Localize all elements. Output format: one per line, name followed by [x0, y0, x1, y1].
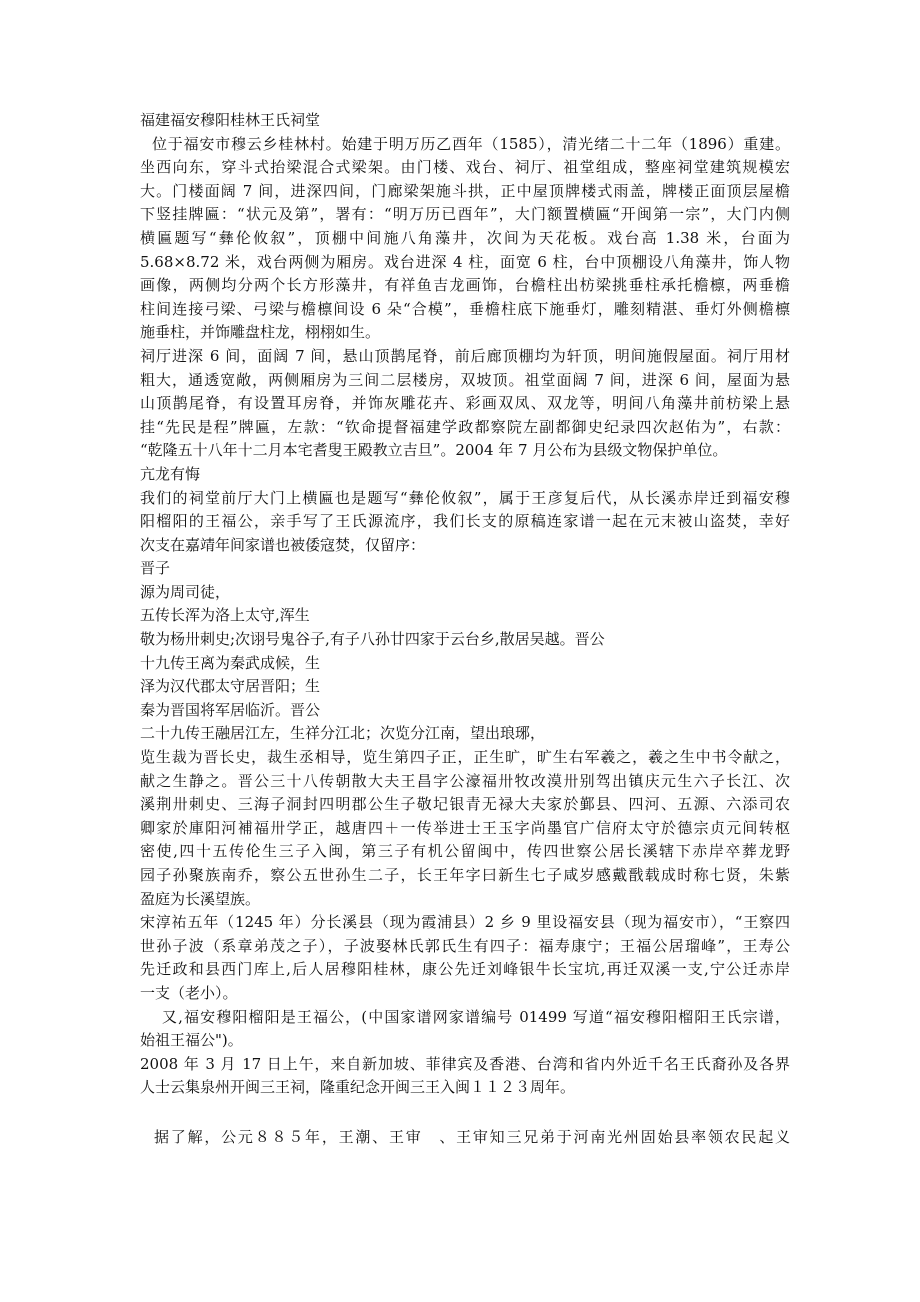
text-line: 卿家於庫阳河補福卅学正，越唐四＋一传举进士王玉字尚墨官广信府太守於德宗贞元间转枢	[140, 818, 790, 837]
text-line: 据了解，公元８８５年，王潮、王审 、王审知三兄弟于河南光州固始县率领农民起义	[154, 1127, 790, 1146]
genealogy-line: 五传长浑为洛上太守,浑生	[140, 606, 310, 625]
text-line: 一支（老小）。	[140, 983, 238, 1002]
text-line: 画像，两侧均分两个长方形藻井，有祥鱼吉龙画饰，台檐柱出枋梁挑垂柱承托檐檩，两垂檐	[140, 276, 790, 295]
text-line: 山顶鹊尾脊，有设置耳房脊，并饰灰雕花卉、彩画双凤、双龙等，明间八角藻井前枋梁上悬	[140, 394, 790, 413]
author-name: 亢龙有悔	[140, 464, 201, 483]
text-line: 献之生静之。晋公三十八传朝散大夫王昌字公濠福卅牧改漠卅别驾出镇庆元生六子长江、次	[140, 771, 790, 790]
text-line: 览生裁为晋长史，裁生丞相导，览生第四子正，正生旷，旷生右军羲之，羲之生中书令献之，	[140, 748, 790, 767]
text-line: 施垂柱，并饰雕盘柱龙，栩栩如生。	[140, 323, 381, 342]
text-line: 盈庭为长溪望族。	[140, 889, 261, 908]
genealogy-list	[140, 557, 790, 746]
text-line: 粗大，通透宽敞，两侧厢房为三间二层楼房，双坡顶。祖堂面阔 7 间，进深 6 间，屋面为悬	[140, 370, 790, 389]
paragraph-gap	[140, 1100, 790, 1126]
text-line: 阳榴阳的王福公，亲手写了王氏源流序，我们长支的原稿连家谱一起在元末被山盗焚，幸好	[140, 512, 790, 531]
paragraph-song-dynasty	[140, 911, 790, 1005]
text-line: 我们的祠堂前厅大门上横匾也是题写“彝伦攸叙”，属于王彦复后代，从长溪赤岸迁到福安穆	[140, 488, 790, 507]
text-line: 横匾题写“彝伦攸叙”，顶棚中间施八角藻井，次间为天花板。戏台高 1.38 米，台面为	[140, 228, 790, 247]
text-line: 先迁政和县西门库上,后人居穆阳桂林，康公先迁刘峰银牛长宝坑,再迁双溪一支,宁公迁赤岸	[140, 960, 790, 979]
text-line: “乾隆五十八年十二月本宅耆叟王殿教立吉旦”。2004 年 7 月公布为县级文物保护单位。	[140, 441, 728, 460]
text-line: 溪荆卅刺史、三海子洞封四明郡公生子敬圮银青无禄大夫家於鄞县、四河、五源、六添司农	[140, 795, 790, 814]
text-line: 祠厅进深 6 间，面阔 7 间，悬山顶鹊尾脊，前后廊顶棚均为轩顶，明间施假屋面。祠厅用材	[140, 346, 790, 365]
text-line: 始祖王福公")。	[140, 1031, 243, 1050]
text-line: 世孙子波（系章弟茂之子），子波娶林氏郭氏生有四子：福寿康宁；王福公居瑠峰”，王寿公	[140, 936, 790, 955]
paragraph-intro	[140, 133, 790, 345]
genealogy-line: 二十九传王融居江左，生祥分江北；次览分江南，望出琅琊，	[140, 724, 546, 743]
genealogy-line: 晋子	[140, 559, 171, 578]
text-line: 园子孙聚族南乔，察公五世孙生二子，长王年字曰新生七子咸岁感戴戬载成时称七贤，朱紫	[140, 866, 790, 884]
text-line: 坐西向东，穿斗式抬梁混合式梁架。由门楼、戏台、祠厅、祖堂组成，整座祠堂建筑规模宏	[140, 158, 790, 177]
text-line: 宋淳祐五年（1245 年）分长溪县（现为霞浦县）2 乡 9 里设福安县（现为福安市），“王察四	[140, 913, 790, 932]
paragraph-history	[140, 1126, 790, 1150]
paragraph-genealogy-record	[140, 1006, 790, 1053]
text-line: 次支在嘉靖年间家谱也被倭寇焚，仅留序：	[140, 535, 426, 554]
text-line: 人士云集泉州开闽三王祠，隆重纪念开闽三王入闽１１２３周年。	[140, 1078, 576, 1097]
text-line: 挂“先民是程”牌匾，左款：“钦命提督福建学政都察院左副都御史纪录四次赵佑为”，右款：	[140, 417, 790, 436]
paragraph-commemoration	[140, 1053, 790, 1100]
text-line: 5.68×8.72 米，戏台两侧为厢房。戏台进深 4 柱，面宽 6 柱，台中顶棚设八角藻井，饰人物	[140, 252, 790, 271]
paragraph-hall	[140, 345, 790, 463]
paragraph-preface	[140, 487, 790, 558]
genealogy-line: 敬为杨卅刺史;次诩号鬼谷子,有子八孙廿四家于云台乡,散居吴越。晋公	[140, 630, 605, 649]
text-line: 柱间连接弓梁、弓梁与檐檩间设 6 朵“合模”，垂檐柱底下施垂灯，雕刻精湛、垂灯外侧檐檩	[140, 299, 790, 318]
genealogy-line: 源为周司徒，	[140, 582, 231, 601]
text-line: 又,福安穆阳榴阳是王福公，(中国家谱网家谱编号 01499 写道“福安穆阳榴阳王氏宗谱，	[162, 1007, 790, 1026]
text-line: 下竖挂牌匾：“状元及第”，署有：“明万历已酉年”，大门额置横匾“开闽第一宗”，大门内侧	[140, 205, 790, 224]
genealogy-line: 十九传王离为秦武成候，生	[140, 653, 321, 672]
text-line: 大。门楼面阔 7 间，进深四间，门廊梁架施斗拱，正中屋顶牌楼式雨盖，牌楼正面顶层屋檐	[140, 181, 790, 200]
text-line: 位于福安市穆云乡桂林村。始建于明万历乙酉年（1585），清光绪二十二年（1896）重建。	[152, 134, 790, 153]
document-title: 福建福安穆阳桂林王氏祠堂	[140, 111, 321, 129]
paragraph-lineage	[140, 746, 790, 911]
text-line: 密使,四十五传伦生三子入闽，第三子有机公留闽中，传四世察公居长溪辖下赤岸卒葬龙野	[140, 842, 790, 861]
genealogy-line: 泽为汉代郡太守居晋阳；生	[140, 677, 321, 696]
document-page	[140, 109, 790, 1150]
genealogy-line: 秦为晋国将军居临沂。晋公	[140, 700, 321, 719]
text-line: 2008 年 3 月 17 日上午，来自新加坡、菲律宾及香港、台湾和省内外近千名王氏裔孙及各界	[140, 1054, 790, 1073]
